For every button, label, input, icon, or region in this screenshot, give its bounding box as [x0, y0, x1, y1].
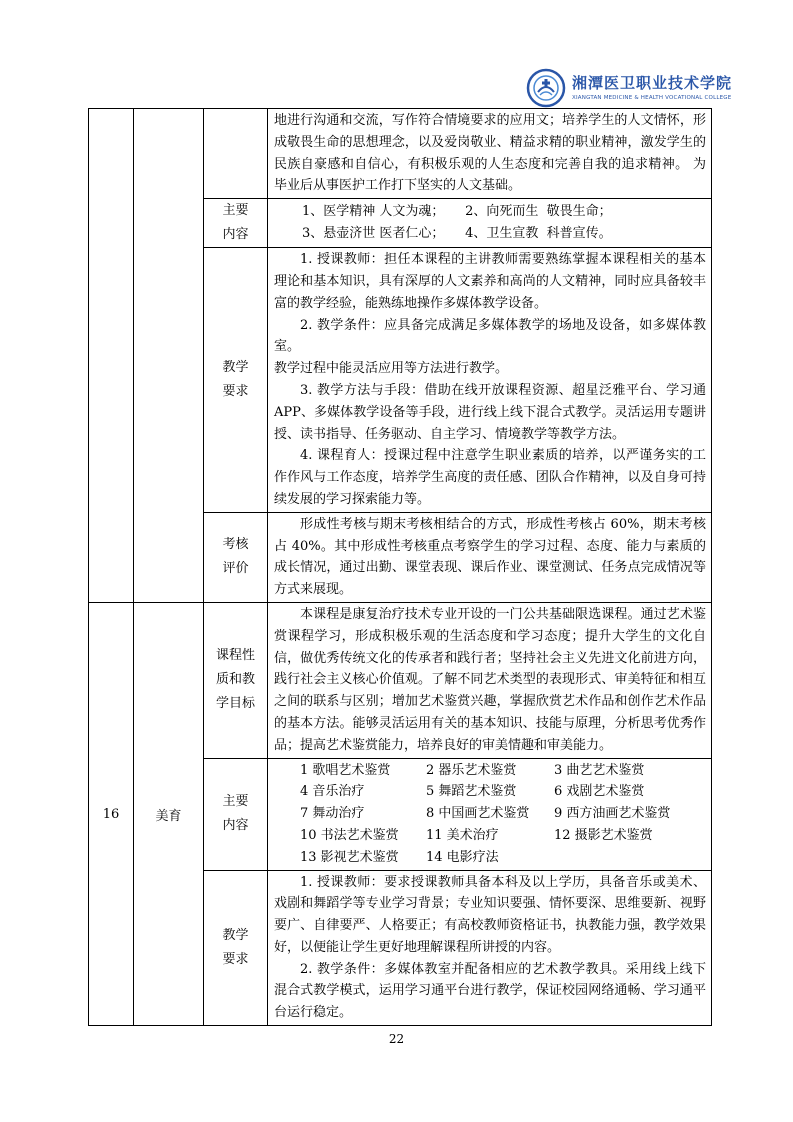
goal-text-continued: 地进行沟通和交流，写作符合情境要求的应用文；培养学生的人文情怀，形成敬畏生命的思想理念，以及爱岗敬业、精益求精的职业精神，激发学生的民族自豪感和自信心，有积极乐观的人生态度和完善自我的追求精神。 为毕业后从事医护工作打下坚实的人文基础。	[268, 109, 712, 199]
list-item: 1、医学精神 人文为魂； 2、向死而生 敬畏生命；	[302, 204, 612, 220]
goal-label: 课程性 质和教 学目标	[204, 602, 268, 758]
evaluation-text: 形成性考核与期末考核相结合的方式，形成性考核占 60%，期末考核占 40%。其中形成性考核重点考察学生的学习过程、态度、能力与素质的成长情况，通过出勤、课堂表现、课后作业、课堂测试、任务点完成情况等方式来展现。	[268, 512, 712, 602]
list-item: 7 舞动治疗 8 中国画艺术鉴赏 9 西方油画艺术鉴赏	[300, 806, 671, 822]
list-item: 10 书法艺术鉴赏 11 美术治疗 12 摄影艺术鉴赏	[300, 827, 653, 843]
college-name	[572, 72, 732, 101]
paragraph: 3. 教学方法与手段：借助在线开放课程资源、超星泛雅平台、学习通 APP、多媒体教学设备等手段，进行线上线下混合式教学。灵活运用专题讲授、读书指导、任务驱动、自主学习、情境教学等教学方法。	[274, 382, 706, 442]
requirements-label: 教学 要求	[204, 248, 268, 513]
requirements-text	[268, 870, 712, 1026]
page-number: 22	[388, 1032, 405, 1046]
course-name: 美育	[134, 602, 204, 1025]
table-row	[89, 602, 712, 758]
main-content-list	[268, 199, 712, 248]
requirements-label: 教学 要求	[204, 870, 268, 1026]
paragraph: 2. 教学条件：多媒体教室并配备相应的艺术教学教具。采用线上线下混合式教学模式，运用学习通平台进行教学，保证校园网络通畅、学习通平台运行稳定。	[274, 961, 706, 1021]
content-label: 主要 内容	[204, 199, 268, 248]
list-item: 13 影视艺术鉴赏 14 电影疗法	[300, 849, 499, 865]
goal-text: 本课程是康复治疗技术专业开设的一门公共基础限选课程。通过艺术鉴赏课程学习，形成积极乐观的生活态度和学习态度；提升大学生的文化自信，做优秀传统文化的传承者和践行者；坚持社会主义先进文化前进方向，践行社会主义核心价值观。了解不同艺术类型的表现形式、审美特征和相互之间的联系与区别；增加艺术鉴赏兴趣，掌握欣赏艺术作品和创作艺术作品的基本方法。能够灵活运用有关的基本知识、技能与原理，分析思考优秀作品；提高艺术鉴赏能力，培养良好的审美情趣和审美能力。	[268, 602, 712, 758]
requirements-text	[268, 248, 712, 513]
college-name-cn: 湘潭医卫职业技术学院	[572, 74, 733, 92]
list-item: 1 歌唱艺术鉴赏 2 器乐艺术鉴赏 3 曲艺艺术鉴赏	[300, 762, 645, 778]
course-number: 16	[89, 602, 134, 1025]
paragraph: 教学过程中能灵活应用等方法进行教学。	[274, 361, 509, 377]
paragraph: 4. 课程育人：授课过程中注意学生职业素质的培养，以严谨务实的工作作风与工作态度，培养学生高度的责任感、团队合作精神，以及自身可持续发展的学习探索能力等。	[274, 448, 706, 507]
curriculum-table	[88, 108, 712, 1026]
main-content-list	[268, 758, 712, 870]
content-label: 主要 内容	[204, 758, 268, 870]
paragraph: 2. 教学条件：应具备完成满足多媒体教学的场地及设备，如多媒体教室。	[274, 317, 706, 355]
college-name-en: XIANGTAN MEDICINE & HEALTH VOCATIONAL COLLEGE	[572, 95, 732, 101]
list-item: 3、悬壶济世 医者仁心； 4、卫生宣教 科普宣传。	[302, 226, 612, 242]
list-item: 4 音乐治疗 5 舞蹈艺术鉴赏 6 戏剧艺术鉴赏	[300, 784, 645, 800]
evaluation-label: 考核 评价	[204, 512, 268, 602]
table-row	[89, 109, 712, 199]
paragraph: 1. 授课教师：要求授课教师具备本科及以上学历，具备音乐或美术、戏剧和舞蹈学等专业学习背景；专业知识要强、情怀要深、思维要新、视野要广、自律要严、人格要正；有高校教师资格证书，执教能力强，教学效果好，以便能让学生更好地理解课程所讲授的内容。	[274, 874, 706, 955]
paragraph: 1. 授课教师：担任本课程的主讲教师需要熟练掌握本课程相关的基本理论和基本知识，具有深厚的人文素养和高尚的人文精神，同时应具备较丰富的教学经验，能熟练地操作多媒体教学设备。	[274, 252, 706, 311]
college-logo	[526, 68, 566, 108]
